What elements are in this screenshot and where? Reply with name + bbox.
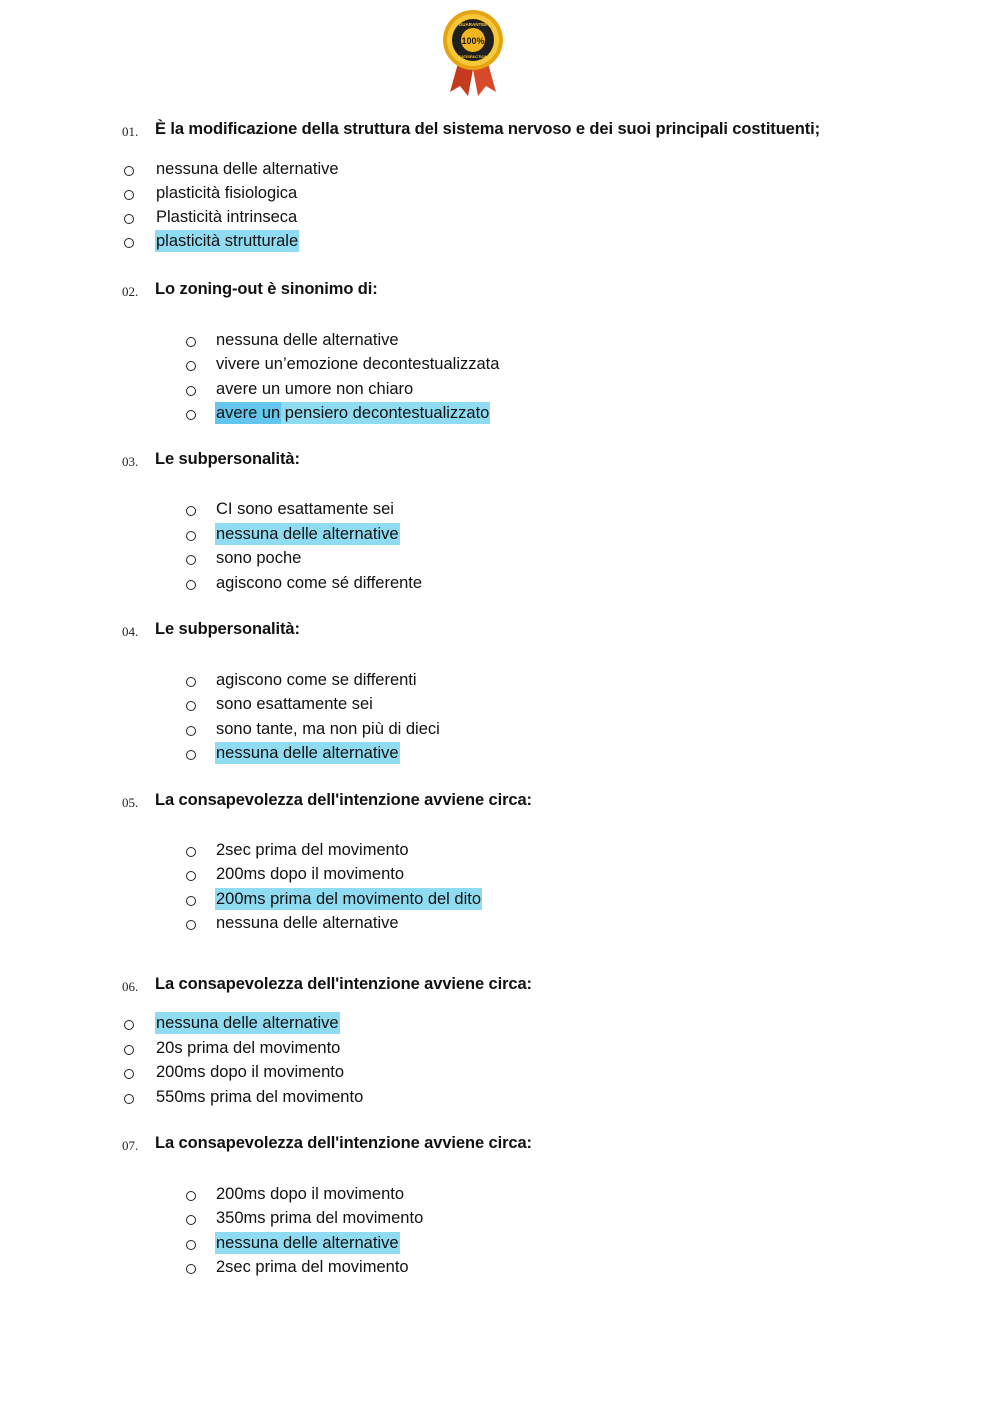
badge-bottom-text: SATISFACTION bbox=[458, 54, 488, 59]
question-number: 04. bbox=[122, 624, 139, 639]
badge-top-text: GUARANTEE bbox=[458, 22, 488, 27]
radio-circle-icon[interactable] bbox=[186, 337, 196, 347]
radio-circle-icon[interactable] bbox=[124, 238, 134, 248]
question-text: La consapevolezza dell'intenzione avviene circa: bbox=[155, 791, 532, 809]
question-text: Le subpersonalità: bbox=[155, 620, 300, 638]
radio-circle-icon[interactable] bbox=[124, 1020, 134, 1030]
radio-circle-icon[interactable] bbox=[186, 920, 196, 930]
radio-circle-icon[interactable] bbox=[186, 386, 196, 396]
radio-circle-icon[interactable] bbox=[186, 1191, 196, 1201]
radio-circle-icon[interactable] bbox=[186, 750, 196, 760]
radio-circle-icon[interactable] bbox=[186, 847, 196, 857]
radio-circle-icon[interactable] bbox=[124, 1069, 134, 1079]
question-text: Lo zoning-out è sinonimo di: bbox=[155, 280, 378, 298]
question-text: Le subpersonalità: bbox=[155, 450, 300, 468]
question-number: 05. bbox=[122, 795, 139, 810]
radio-circle-icon[interactable] bbox=[186, 1240, 196, 1250]
question-number: 02. bbox=[122, 284, 139, 299]
radio-circle-icon[interactable] bbox=[124, 166, 134, 176]
radio-circle-icon[interactable] bbox=[186, 531, 196, 541]
radio-circle-icon[interactable] bbox=[186, 410, 196, 420]
radio-circle-icon[interactable] bbox=[124, 1094, 134, 1104]
radio-circle-icon[interactable] bbox=[186, 555, 196, 565]
radio-circle-icon[interactable] bbox=[124, 214, 134, 224]
radio-circle-icon[interactable] bbox=[186, 580, 196, 590]
radio-circle-icon[interactable] bbox=[186, 701, 196, 711]
question-text: È la modificazione della struttura del sistema nervoso e dei suoi principali costituenti; bbox=[155, 120, 821, 138]
radio-circle-icon[interactable] bbox=[186, 677, 196, 687]
radio-circle-icon[interactable] bbox=[186, 1215, 196, 1225]
radio-circle-icon[interactable] bbox=[124, 1045, 134, 1055]
radio-circle-icon[interactable] bbox=[124, 190, 134, 200]
question-number: 03. bbox=[122, 454, 139, 469]
question-text: La consapevolezza dell'intenzione avviene circa: bbox=[155, 1134, 532, 1152]
question-text: La consapevolezza dell'intenzione avviene circa: bbox=[155, 975, 532, 993]
radio-circle-icon[interactable] bbox=[186, 361, 196, 371]
radio-circle-icon[interactable] bbox=[186, 871, 196, 881]
radio-circle-icon[interactable] bbox=[186, 1264, 196, 1274]
badge-center-text: 100% bbox=[461, 36, 485, 46]
radio-circle-icon[interactable] bbox=[186, 506, 196, 516]
satisfaction-guarantee-badge-icon bbox=[438, 8, 508, 100]
question-number: 07. bbox=[122, 1138, 139, 1153]
question-number: 06. bbox=[122, 979, 139, 994]
radio-circle-icon[interactable] bbox=[186, 726, 196, 736]
question-number: 01. bbox=[122, 124, 139, 139]
radio-circle-icon[interactable] bbox=[186, 896, 196, 906]
